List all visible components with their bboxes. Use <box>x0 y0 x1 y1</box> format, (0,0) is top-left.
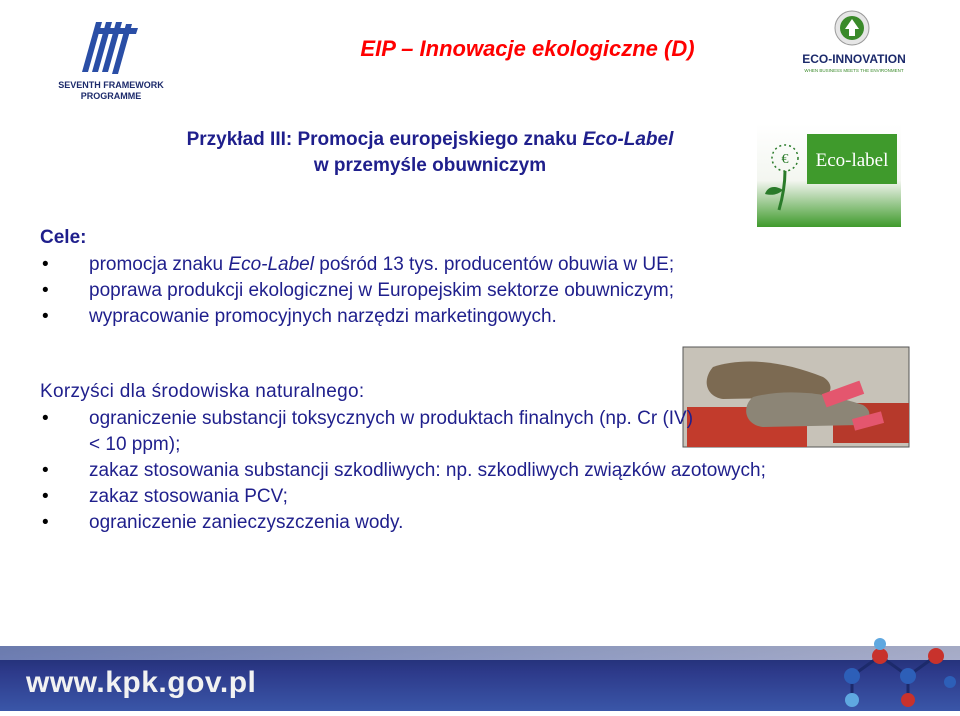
goals-list <box>40 252 760 330</box>
goals-item <box>40 278 760 304</box>
benefits-item: • zakaz stosowania substancji szkodliwych: np. szkodliwych związków azotowych; <box>40 458 789 484</box>
fp7-logo <box>58 20 164 106</box>
goals-item <box>40 304 760 330</box>
eco-logo-tagline: WHEN BUSINESS MEETS THE ENVIRONMENT <box>804 68 904 73</box>
goals-item-italic: Eco-Label <box>228 254 314 275</box>
slide-title: EIP – Innowacje ekologiczne (D) <box>360 36 695 61</box>
goals-item-text-end: pośród 13 tys. producentów obuwia w UE; <box>313 254 675 275</box>
benefits-heading: Korzyści dla środowiska naturalnego: <box>40 381 365 402</box>
ecolabel-image <box>757 124 901 227</box>
fp7-logo-line2: PROGRAMME <box>80 91 142 101</box>
goals-item-text: wypracowanie promocyjnych narzędzi marketingowych. <box>89 306 557 327</box>
example-title-line2: w przemyśle obuwniczym <box>313 155 547 176</box>
example-title <box>100 127 760 179</box>
svg-text:€: € <box>781 152 789 167</box>
goals-item <box>40 252 760 278</box>
ecolabel-text: Eco-label <box>815 150 889 171</box>
eco-innovation-logo <box>788 6 920 78</box>
example-title-italic: Eco-Label <box>582 129 674 150</box>
footer-url: www.kpk.gov.pl <box>26 666 257 699</box>
benefits-list <box>40 406 766 536</box>
goals-item-text: promocja znaku <box>89 254 229 275</box>
fp7-logo-line1: SEVENTH FRAMEWORK <box>58 80 164 90</box>
goals-item-text: poprawa produkcji ekologicznej w Europejskim sektorze obuwniczym; <box>89 280 675 301</box>
benefits-item: • ograniczenie zanieczyszczenia wody. <box>40 510 760 536</box>
example-title-prefix: Przykład III: Promocja europejskiego znaku <box>186 129 583 150</box>
benefits-item: • ograniczenie substancji toksycznych w produktach finalnych (np. Cr (IV) < 10 ppm); <box>40 406 699 458</box>
footer-stripe <box>0 646 960 660</box>
goals-heading: Cele: <box>40 227 87 248</box>
example-title-line1 <box>100 127 760 153</box>
eco-logo-text: ECO-INNOVATION <box>802 52 906 66</box>
benefits-item: • zakaz stosowania PCV; <box>40 484 760 510</box>
molecule-graphic <box>832 636 960 711</box>
